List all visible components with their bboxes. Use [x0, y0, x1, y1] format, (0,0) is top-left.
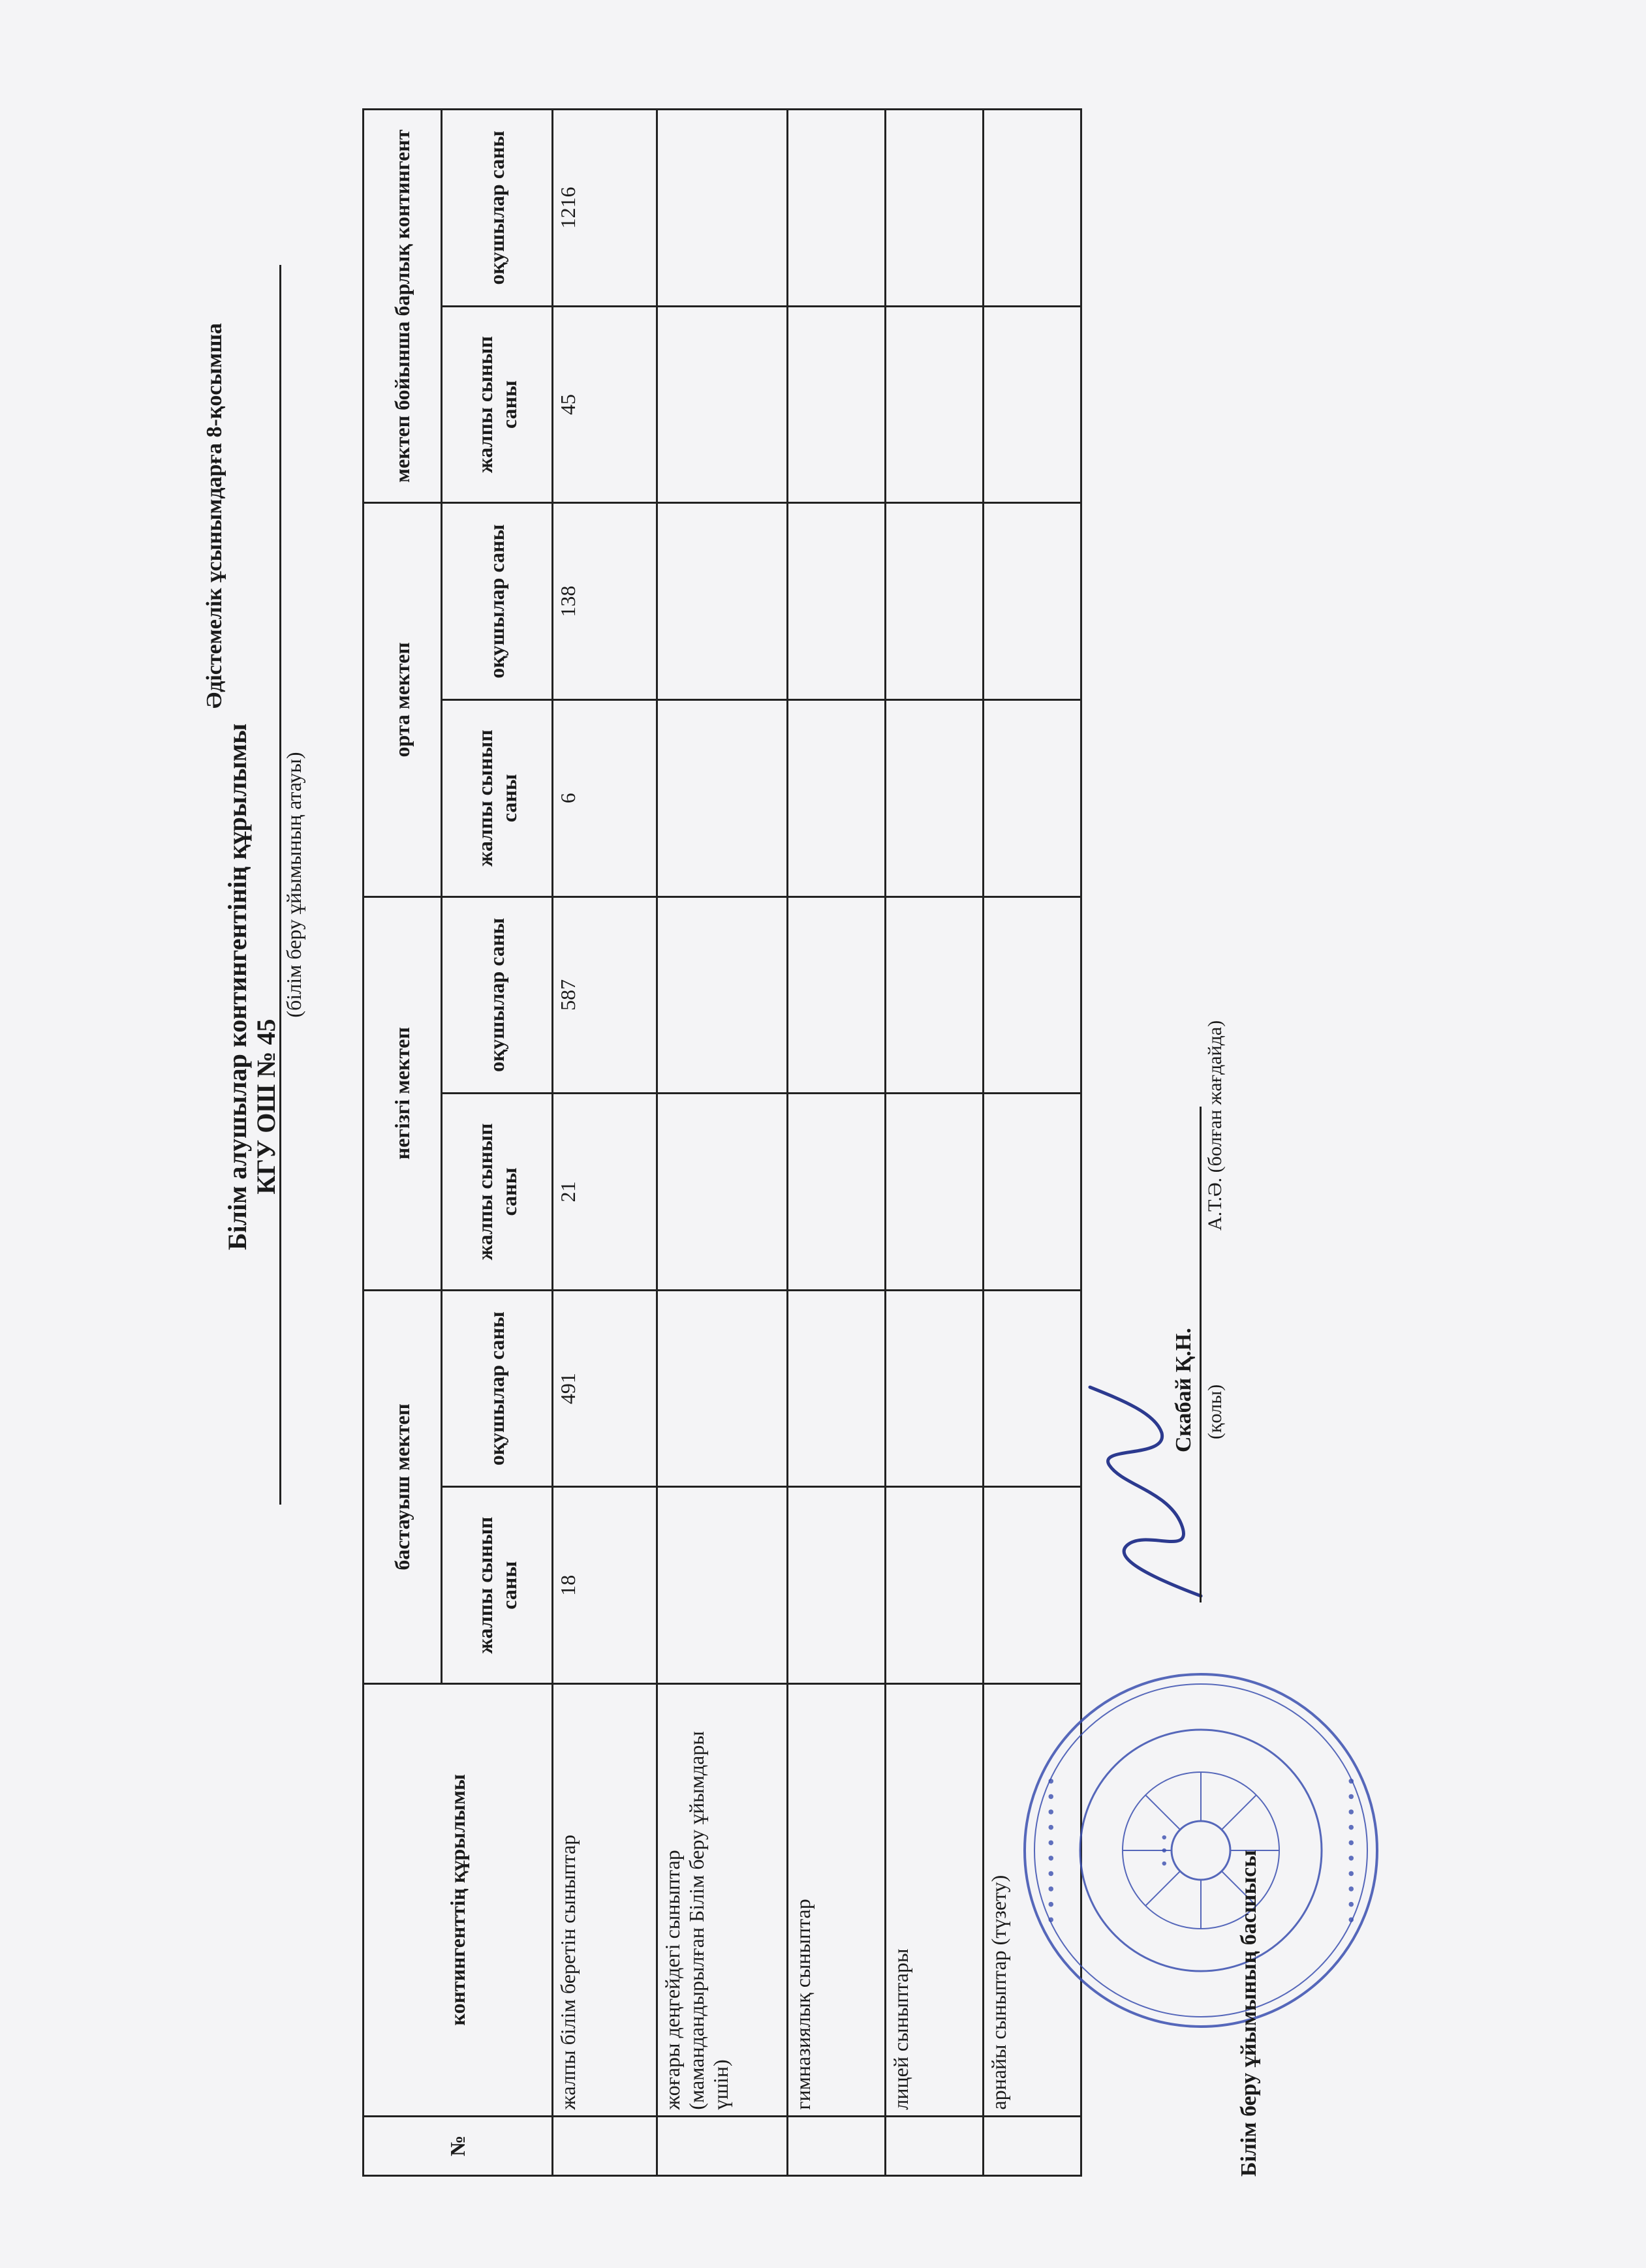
annex-note: Әдістемелік ұсынымдарға 8-қосымша [202, 323, 226, 709]
value-cell [657, 1487, 788, 1684]
value-cell [886, 1094, 984, 1291]
group-header-secondary: орта мектеп [364, 503, 442, 896]
col-header-structure: контингенттің құрылымы [364, 1683, 553, 2116]
value-cell: 1216 [553, 110, 657, 307]
value-cell [657, 306, 788, 503]
value-cell [984, 1487, 1081, 1684]
subheader: жалпы сынып саны [442, 306, 553, 503]
row-number-cell [657, 2116, 788, 2175]
table-row [657, 110, 788, 2176]
group-header-total: мектеп бойынша барлық контингент [364, 110, 442, 503]
value-cell [788, 503, 886, 700]
row-number-cell [553, 2116, 657, 2175]
value-cell [886, 1290, 984, 1487]
value-cell [788, 1094, 886, 1291]
table-body [553, 110, 1081, 2176]
value-cell: 21 [553, 1094, 657, 1291]
signer-name: Скабай Қ.Н. [1172, 1328, 1196, 1452]
svg-text:• • • • • • • • • •: • • • • • • • • • • [1042, 1776, 1062, 1925]
contingent-table [362, 108, 1082, 2177]
table-row [788, 110, 886, 2176]
value-cell: 45 [553, 306, 657, 503]
value-cell: 18 [553, 1487, 657, 1684]
subheader: оқушылар саны [442, 896, 553, 1094]
row-label: гимназиялық сыныптар [788, 1683, 886, 2116]
subheader: оқушылар саны [442, 110, 553, 307]
document-title: Білім алушылар контингентінің құрылымы [223, 723, 252, 1250]
value-cell: 587 [553, 896, 657, 1094]
value-cell [984, 503, 1081, 700]
value-cell [788, 1487, 886, 1684]
org-name-line [248, 265, 281, 1505]
subheader: жалпы сынып саны [442, 699, 553, 896]
value-cell [657, 896, 788, 1094]
row-label: жоғары деңгейдегі сыныптар (мамандандырылған Білім беру ұйымдары үшін) [657, 1683, 788, 2116]
official-stamp [1018, 1668, 1384, 2033]
value-cell [984, 1290, 1081, 1487]
subheader: оқушылар саны [442, 503, 553, 700]
value-cell [657, 699, 788, 896]
value-cell [886, 1487, 984, 1684]
group-header-basic: негізгі мектеп [364, 896, 442, 1290]
table-row [886, 110, 984, 2176]
value-cell [984, 1094, 1081, 1291]
row-number-cell [788, 2116, 886, 2175]
row-number-cell [886, 2116, 984, 2175]
signature [1070, 1381, 1227, 1616]
svg-text:• • •: • • • [1157, 1833, 1173, 1868]
value-cell [788, 896, 886, 1094]
value-cell: 6 [553, 699, 657, 896]
value-cell [657, 503, 788, 700]
value-cell: 138 [553, 503, 657, 700]
subheader: жалпы сынып саны [442, 1487, 553, 1684]
org-name: КГУ ОШ № 45 [251, 1019, 281, 1195]
row-number-cell [984, 2116, 1081, 2175]
table-row [553, 110, 657, 2176]
value-cell [788, 699, 886, 896]
value-cell [657, 1290, 788, 1487]
row-label: жалпы білім беретін сыныптар [553, 1683, 657, 2116]
value-cell [657, 1094, 788, 1291]
col-header-no: № [364, 2116, 553, 2175]
value-cell [788, 1290, 886, 1487]
value-cell [886, 306, 984, 503]
value-cell [886, 896, 984, 1094]
value-cell [886, 110, 984, 307]
svg-text:• • • • • • • • • •: • • • • • • • • • • [1343, 1776, 1362, 1925]
value-cell [984, 306, 1081, 503]
subheader: оқушылар саны [442, 1290, 553, 1487]
value-cell [788, 306, 886, 503]
value-cell [657, 110, 788, 307]
value-cell [984, 110, 1081, 307]
head-label: Білім беру ұйымының басшысы [1237, 1850, 1261, 2177]
value-cell [984, 699, 1081, 896]
value-cell [984, 896, 1081, 1094]
signature-caption: (қолы) [1204, 1384, 1226, 1439]
value-cell [886, 503, 984, 700]
initials-caption: А.Т.Ә. (болған жағдайда) [1204, 1020, 1226, 1231]
value-cell [788, 110, 886, 307]
org-caption: (білім беру ұйымының атауы) [282, 752, 305, 1018]
row-label: лицей сыныптары [886, 1683, 984, 2116]
value-cell [886, 699, 984, 896]
value-cell: 491 [553, 1290, 657, 1487]
row-label: арнайы сыныптар (түзету) [984, 1683, 1081, 2116]
subheader: жалпы сынып саны [442, 1094, 553, 1291]
group-header-primary: бастауыш мектеп [364, 1290, 442, 1683]
